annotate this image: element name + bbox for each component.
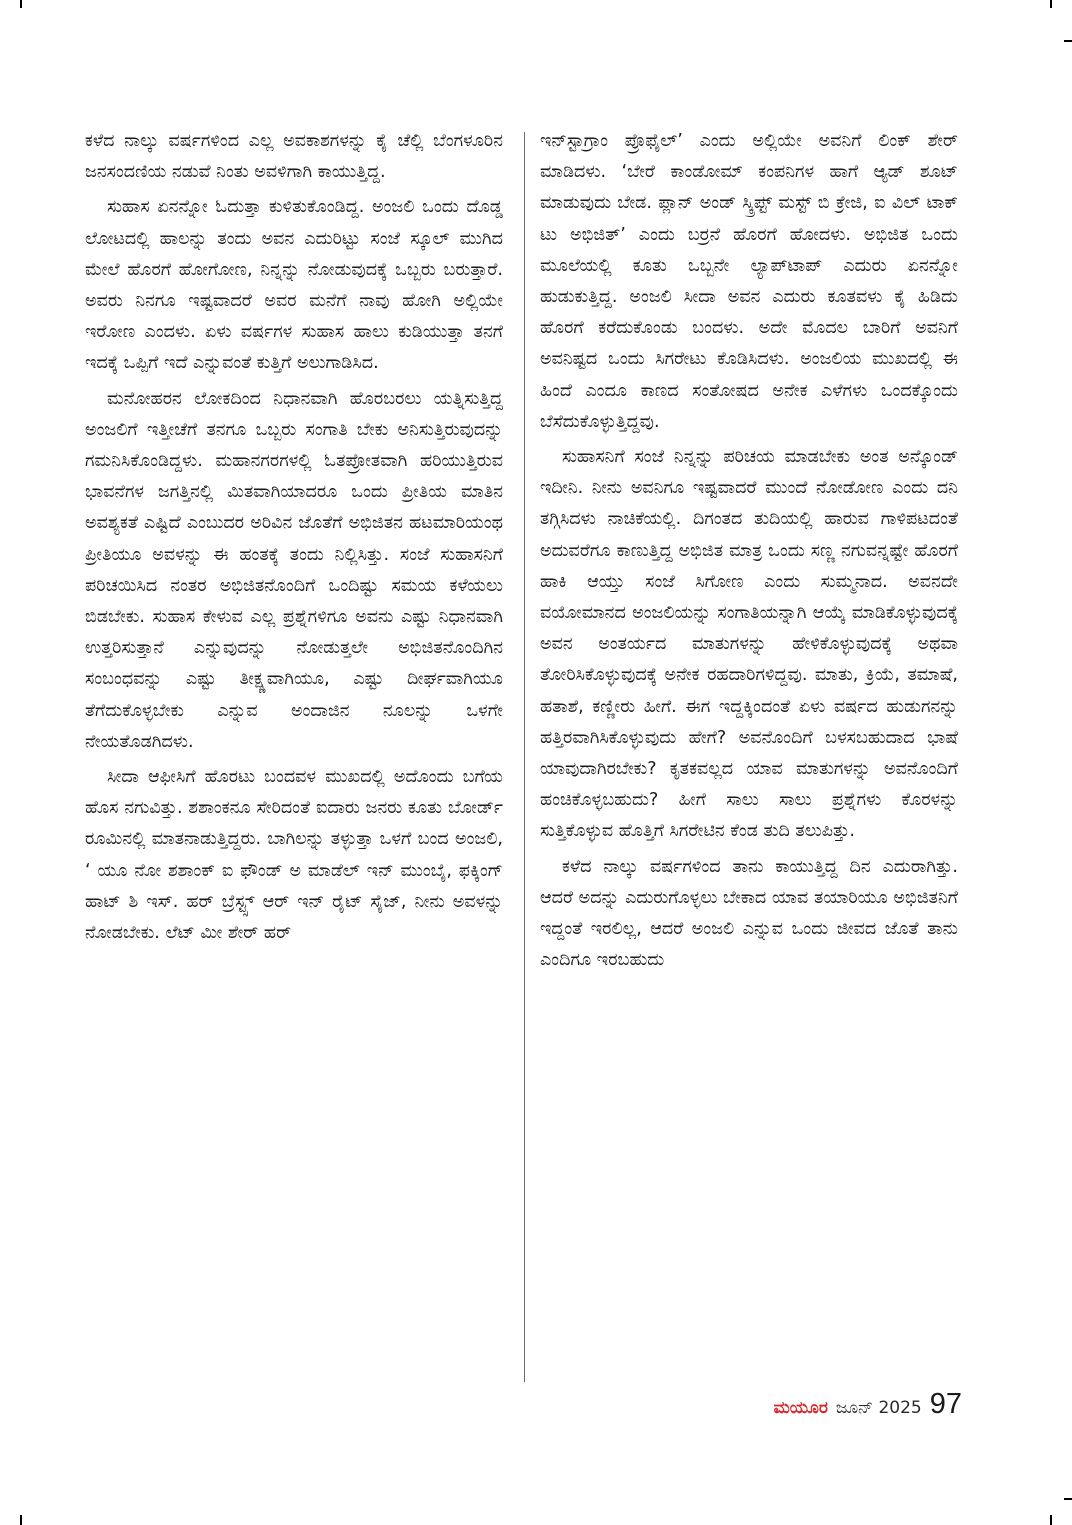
issue-date: ಜೂನ್ 2025 — [835, 1398, 922, 1418]
paragraph: ಸುಹಾಸ ಏನನ್ನೋ ಓದುತ್ತಾ ಕುಳಿತುಕೊಂಡಿದ್ದ. ಅಂಜಲಿ ಒಂದು ದೊಡ್ಡ ಲೋಟದಲ್ಲಿ ಹಾಲನ್ನು ತಂದು ಅವನ ಎದುರಿಟ್ಟು ಸಂಜೆ ಸ್ಕೂಲ್ ಮುಗಿದ ಮೇಲೆ ಹೊರಗೆ ಹೋಗೋಣ, ನಿನ್ನನ್ನು ನೋಡುವುದಕ್ಕೆ ಒಬ್ಬರು ಬರುತ್ತಾರೆ. ಅವರು ನಿನಗೂ ಇಷ್ಟವಾದರೆ ಅವರ ಮನೆಗೆ ನಾವು ಹೋಗಿ ಅಲ್ಲಿಯೇ ಇರೋಣ ಎಂದಳು. ಏಳು ವರ್ಷಗಳ ಸುಹಾಸ ಹಾಲು ಕುಡಿಯುತ್ತಾ ತನಗೆ ಇದಕ್ಕೆ ಒಪ್ಪಿಗೆ ಇದೆ ಎನ್ನುವಂತೆ ಕುತ್ತಿಗೆ ಅಲುಗಾಡಿಸಿದ. — [85, 197, 503, 374]
paragraph: ಮನೋಹರನ ಲೋಕದಿಂದ ನಿಧಾನವಾಗಿ ಹೊರಬರಲು ಯತ್ನಿಸುತ್ತಿದ್ದ ಅಂಜಲಿಗೆ ಇತ್ತೀಚೆಗೆ ತನಗೂ ಒಬ್ಬರು ಸಂಗಾತಿ ಬೇಕು ಅನಿಸುತ್ತಿರುವುದನ್ನು ಗಮನಿಸಿಕೊಂಡಿದ್ದಳು. ಮಹಾನಗರಗಳಲ್ಲಿ ಓತಪ್ರೋತವಾಗಿ ಹರಿಯುತ್ತಿರುವ ಭಾವನೆಗಳ ಜಗತ್ತಿನಲ್ಲಿ ಮಿತವಾಗಿಯಾದರೂ ಒಂದು ಪ್ರೀತಿಯ ಮಾತಿನ ಅವಶ್ಯಕತೆ ಎಷ್ಟಿದೆ ಎಂಬುದರ ಅರಿವಿನ ಜೊತೆಗೆ ಅಭಿಜಿತನ ಹಟಮಾರಿಯಂಥ ಪ್ರೀತಿಯೂ ಅವಳನ್ನು ಈ ಹಂತಕ್ಕೆ ತಂದು ನಿಲ್ಲಿಸಿತ್ತು. ಸಂಜೆ ಸುಹಾಸನಿಗೆ ಪರಿಚಯಿಸಿದ ನಂತರ ಅಭಿಜಿತನೊಂದಿಗೆ ಒಂದಿಷ್ಟು ಸಮಯ ಕಳೆಯಲು ಬಿಡಬೇಕು. ಸುಹಾಸ ಕೇಳುವ ಎಲ್ಲ ಪ್ರಶ್ನೆಗಳಿಗೂ ಅವನು ಎಷ್ಟು ನಿಧಾನವಾಗಿ ಉತ್ತರಿಸುತ್ತಾನೆ ಎನ್ನುವುದನ್ನು ನೋಡುತ್ತಲೇ ಅಭಿಜಿತನೊಂದಿಗಿನ ಸಂಬಂಧವನ್ನು ಎಷ್ಟು ತೀಕ್ಷ್ಣವಾಗಿಯೂ, ಎಷ್ಟು ದೀರ್ಘವಾಗಿಯೂ ತೆಗೆದುಕೊಳ್ಳಬೇಕು ಎನ್ನುವ ಅಂದಾಜಿನ ನೂಲನ್ನು ಒಳಗೇ ನೇಯತೊಡಗಿದಳು. — [85, 388, 503, 752]
crop-mark-bottom-left — [20, 1515, 22, 1525]
page-footer — [700, 1388, 962, 1428]
crop-mark-bottom-right — [1050, 1515, 1052, 1525]
crop-mark-top-right — [1050, 0, 1052, 8]
paragraph: ಕಳೆದ ನಾಲ್ಕು ವರ್ಷಗಳಿಂದ ಎಲ್ಲ ಅವಕಾಶಗಳನ್ನು ಕೈ ಚೆಲ್ಲಿ ಬೆಂಗಳೂರಿನ ಜನಸಂದಣಿಯ ನಡುವೆ ನಿಂತು ಅವಳಿಗಾಗಿ ಕಾಯುತ್ತಿದ್ದ. — [85, 131, 503, 183]
paragraph: ಕಳೆದ ನಾಲ್ಕು ವರ್ಷಗಳಿಂದ ತಾನು ಕಾಯುತ್ತಿದ್ದ ದಿನ ಎದುರಾಗಿತ್ತು. ಆದರೆ ಅದನ್ನು ಎದುರುಗೊಳ್ಳಲು ಬೇಕಾದ ಯಾವ ತಯಾರಿಯೂ ಅಭಿಜಿತನಿಗೆ ಇದ್ದಂತೆ ಇರಲಿಲ್ಲ, ಆದರೆ ಅಂಜಲಿ ಎನ್ನುವ ಒಂದು ಜೀವದ ಜೊತೆ ತಾನು ಎಂದಿಗೂ ಇರಬಹುದು — [540, 856, 958, 971]
right-column — [540, 126, 958, 980]
paragraph: ಸೀದಾ ಆಫೀಸಿಗೆ ಹೊರಟು ಬಂದವಳ ಮುಖದಲ್ಲಿ ಅದೊಂದು ಬಗೆಯ ಹೊಸ ನಗುವಿತ್ತು. ಶಶಾಂಕನೂ ಸೇರಿದಂತೆ ಐದಾರು ಜನರು ಕೂತು ಬೋರ್ಡ್ ರೂಮಿನಲ್ಲಿ ಮಾತನಾಡುತ್ತಿದ್ದರು. ಬಾಗಿಲನ್ನು ತಳ್ಳುತ್ತಾ ಒಳಗೆ ಬಂದ ಅಂಜಲಿ, ‘ ಯೂ ನೋ ಶಶಾಂಕ್ ಐ ಫೌಂಡ್ ಅ ಮಾಡೆಲ್ ಇನ್ ಮುಂಬೈ, ಫಕ್ಕಿಂಗ್ ಹಾಟ್ ಶಿ ಇಸ್. ಹರ್ ಬ್ರೆಸ್ಟ್ಸ್ ಆರ್ ಇನ್ ರೈಟ್ ಸೈಜ್, ನೀನು ಅವಳನ್ನು ನೋಡಬೇಕು. ಲೆಟ್ ಮೀ ಶೇರ್ ಹರ್ — [85, 767, 503, 944]
page-number: 97 — [929, 1388, 962, 1420]
crop-mark-top-left — [20, 0, 22, 8]
left-column — [85, 126, 503, 953]
column-divider — [524, 132, 525, 1382]
crop-mark-right-upper — [1064, 40, 1072, 42]
paragraph: ಸುಹಾಸನಿಗೆ ಸಂಜೆ ನಿನ್ನನ್ನು ಪರಿಚಯ ಮಾಡಬೇಕು ಅಂತ ಅನ್ಕೊಂಡ್ ಇದೀನಿ. ನೀನು ಅವನಿಗೂ ಇಷ್ಟವಾದರೆ ಮುಂದೆ ನೋಡೋಣ ಎಂದು ದನಿ ತಗ್ಗಿಸಿದಳು ನಾಚಿಕೆಯಲ್ಲಿ. ದಿಗಂತದ ತುದಿಯಲ್ಲಿ ಹಾರುವ ಗಾಳಿಪಟದಂತೆ ಅದುವರೆಗೂ ಕಾಣುತ್ತಿದ್ದ ಅಭಿಜಿತ ಮಾತ್ರ ಒಂದು ಸಣ್ಣ ನಗುವನ್ನಷ್ಟೇ ಹೊರಗೆ ಹಾಕಿ ಆಯ್ತು ಸಂಜೆ ಸಿಗೋಣ ಎಂದು ಸುಮ್ಮನಾದ. ಅವನದೇ ವಯೋಮಾನದ ಅಂಜಲಿಯನ್ನು ಸಂಗಾತಿಯನ್ನಾಗಿ ಆಯ್ಕೆ ಮಾಡಿಕೊಳ್ಳುವುದಕ್ಕೆ ಅವನ ಅಂತರ್ಯದ ಮಾತುಗಳನ್ನು ಹೇಳಿಕೊಳ್ಳುವುದಕ್ಕೆ ಅಥವಾ ತೋರಿಸಿಕೊಳ್ಳುವುದಕ್ಕೆ ಅನೇಕ ರಹದಾರಿಗಳಿದ್ದವು. ಮಾತು, ಕ್ರಿಯೆ, ತಮಾಷೆ, ಹತಾಶೆ, ಕಣ್ಣೀರು ಹೀಗೆ. ಈಗ ಇದ್ದಕ್ಕಿಂದಂತೆ ಏಳು ವರ್ಷದ ಹುಡುಗನನ್ನು ಹತ್ತಿರವಾಗಿಸಿಕೊಳ್ಳುವುದು ಹೇಗೆ? ಅವನೊಂದಿಗೆ ಬಳಸಬಹುದಾದ ಭಾಷೆ ಯಾವುದಾಗಿರಬೇಕು? ಕೃತಕವಲ್ಲದ ಯಾವ ಮಾತುಗಳನ್ನು ಅವನೊಂದಿಗೆ ಹಂಚಿಕೊಳ್ಳಬಹುದು? ಹೀಗೆ ಸಾಲು ಸಾಲು ಪ್ರಶ್ನೆಗಳು ಕೊರಳನ್ನು ಸುತ್ತಿಕೊಳ್ಳುವ ಹೊತ್ತಿಗೆ ಸಿಗರೇಟಿನ ಕೆಂಡ ತುದಿ ತಲುಪಿತ್ತು. — [540, 447, 958, 842]
crop-mark-right-lower — [1064, 1498, 1072, 1500]
magazine-logo: ಮಯೂರ — [773, 1398, 828, 1418]
paragraph: ಇನ್‌ಸ್ಟಾಗ್ರಾಂ ಪ್ರೊಫೈಲ್’ ಎಂದು ಅಲ್ಲಿಯೇ ಅವನಿಗೆ ಲಿಂಕ್ ಶೇರ್ ಮಾಡಿದಳು. ‘ಬೇರೆ ಕಾಂಡೋಮ್ ಕಂಪನಿಗಳ ಹಾಗೆ ಆ್ಯಡ್ ಶೂಟ್ ಮಾಡುವುದು ಬೇಡ. ಪ್ಲಾನ್ ಅಂಡ್ ಸ್ಕ್ರಿಪ್ಟ್ ಮಸ್ಟ್ ಬಿ ಕ್ರೇಜಿ, ಐ ವಿಲ್ ಟಾಕ್ ಟು ಅಭಿಜಿತ್’ ಎಂದು ಬರ್ರನೆ ಹೊರಗೆ ಹೋದಳು. ಅಭಿಜಿತ ಒಂದು ಮೂಲೆಯಲ್ಲಿ ಕೂತು ಒಬ್ಬನೇ ಲ್ಯಾಪ್‌ಟಾಪ್ ಎದುರು ಏನನ್ನೋ ಹುಡುಕುತ್ತಿದ್ದ. ಅಂಜಲಿ ಸೀದಾ ಅವನ ಎದುರು ಕೂತವಳು ಕೈ ಹಿಡಿದು ಹೊರಗೆ ಕರೆದುಕೊಂಡು ಬಂದಳು. ಅದೇ ಮೊದಲ ಬಾರಿಗೆ ಅವನಿಗೆ ಅವನಿಷ್ಟದ ಒಂದು ಸಿಗರೇಟು ಕೊಡಿಸಿದಳು. ಅಂಜಲಿಯ ಮುಖದಲ್ಲಿ ಈ ಹಿಂದೆ ಎಂದೂ ಕಾಣದ ಸಂತೋಷದ ಅನೇಕ ಎಳೆಗಳು ಒಂದಕ್ಕೊಂದು ಬೆಸೆದುಕೊಳ್ಳುತ್ತಿದ್ದವು. — [540, 131, 958, 432]
